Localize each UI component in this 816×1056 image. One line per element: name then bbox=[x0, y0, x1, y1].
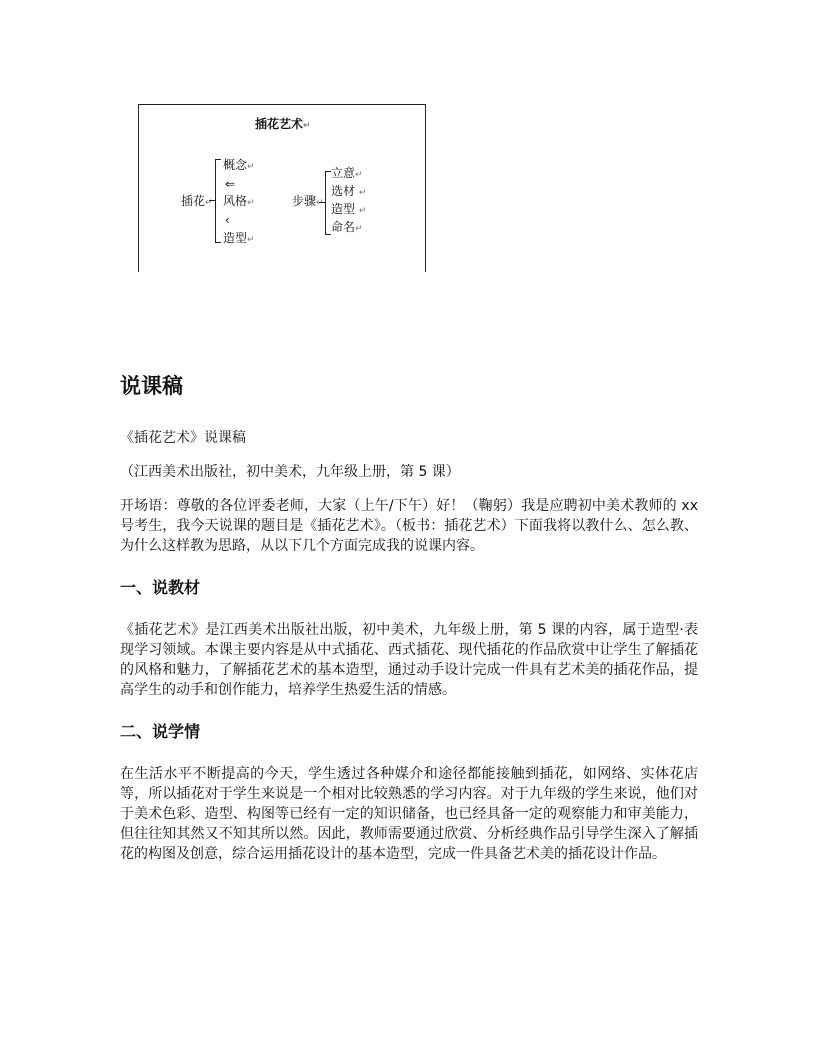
doc-edition: （江西美术出版社，初中美术，九年级上册，第 5 课） bbox=[120, 464, 460, 480]
spacer-mark-2: ‹ bbox=[225, 213, 230, 227]
branch-style: 风格↵ bbox=[223, 194, 255, 208]
doc-opening: 开场语：尊敬的各位评委老师，大家（上午/下午）好！（鞠躬）我是应聘初中美术教师的 xx 号考生，我今天说课的题目是《插花艺术》。（板书：插花艺术）下面我将以教什么、怎么教、为什么这样教为思路，从以下几个方面完成我的说课内容。 bbox=[120, 498, 698, 554]
left-brace-tip bbox=[209, 200, 215, 201]
step-material: 选材 ↵ bbox=[331, 184, 367, 198]
section-title-students: 二、说学情 bbox=[120, 722, 201, 741]
page-title: 说课稿 bbox=[120, 374, 183, 398]
spacer-mark-1: ⇐ bbox=[225, 177, 236, 191]
board-diagram bbox=[138, 104, 426, 272]
diagram-root: 插花↵ bbox=[181, 194, 213, 208]
diagram-title: 插花艺术↵ bbox=[255, 117, 311, 131]
document-body bbox=[120, 370, 698, 864]
branch-shape: 造型↵ bbox=[223, 231, 255, 245]
branch-concept: 概念↵ bbox=[223, 158, 255, 172]
step-shape: 造型 ↵ bbox=[331, 202, 367, 216]
step-name: 命名↵ bbox=[331, 220, 363, 234]
doc-subtitle: 《插花艺术》说课稿 bbox=[120, 430, 246, 446]
left-brace bbox=[215, 159, 221, 243]
right-brace-tip bbox=[319, 202, 325, 203]
step-idea: 立意↵ bbox=[331, 166, 363, 180]
steps-label: 步骤↵ bbox=[292, 194, 324, 208]
section-title-textbook: 一、说教材 bbox=[120, 578, 201, 597]
section-body-students: 在生活水平不断提高的今天，学生透过各种媒介和途径都能接触到插花，如网络、实体花店等，所以插花对于学生来说是一个相对比较熟悉的学习内容。对于九年级的学生来说，他们对于美术色彩、造型、构图等已经有一定的知识储备，也已经具备一定的观察能力和审美能力，但往往知其然又不知其所以然。因此，教师需要通过欣赏、分析经典作品引导学生深入了解插花的构图及创意，综合运用插花设计的基本造型，完成一件具备艺术美的插花设计作品。 bbox=[120, 766, 698, 862]
section-body-textbook: 《插花艺术》是江西美术出版社出版，初中美术，九年级上册，第 5 课的内容，属于造型·表现学习领域。本课主要内容是从中式插花、西式插花、现代插花的作品欣赏中让学生了解插花的风格和魅力，了解插花艺术的基本造型，通过动手设计完成一件具有艺术美的插花作品，提高学生的动手和创作能力，培养学生热爱生活的情感。 bbox=[120, 622, 698, 698]
